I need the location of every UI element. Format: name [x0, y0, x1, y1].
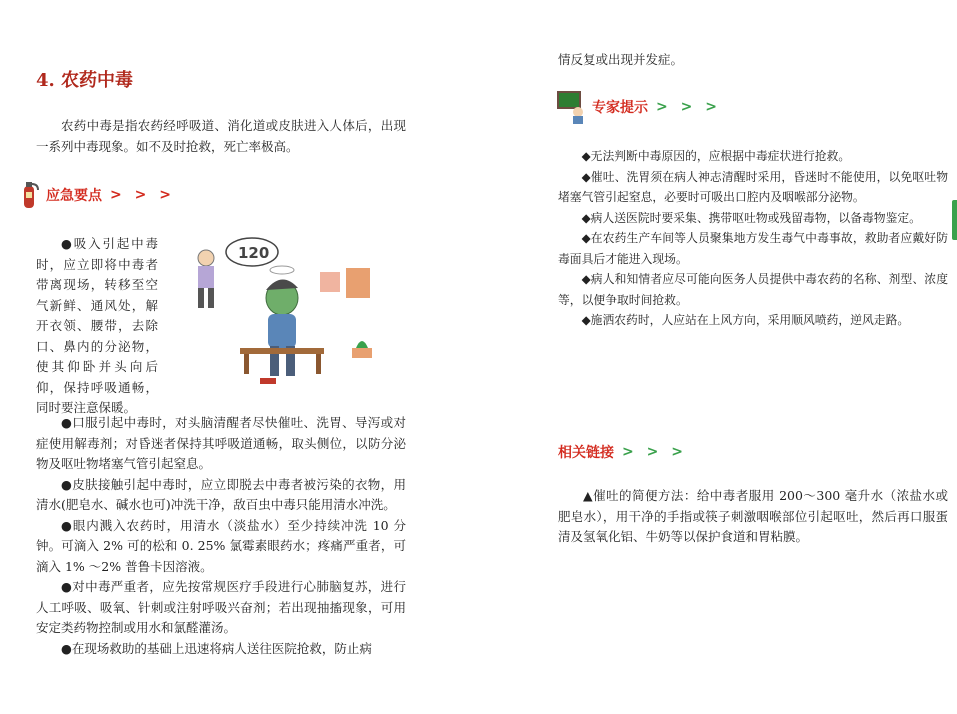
- continuation-text: 情反复或出现并发症。: [558, 52, 684, 67]
- expert-tips: [558, 146, 948, 331]
- left-page: [0, 0, 470, 714]
- poisoned-person-illustration: [170, 228, 380, 396]
- emergency-header-label: 应急要点: [46, 188, 102, 204]
- tip-item: ◆病人和知情者应尽可能向医务人员提供中毒农药的名称、剂型、浓度等，以便争取时间抢救。: [558, 272, 948, 307]
- section-title: 4. 农药中毒: [36, 70, 134, 91]
- severe-paragraph: ●对中毒严重者，应先按常规医疗手段进行心肺脑复苏，进行人工呼吸、吸氧、针刺或注射呼吸兴奋剂；若出现抽搐现象，可用安定类药物控制或用水和氯醛灌汤。: [36, 579, 406, 635]
- tip-item: ◆在农药生产车间等人员聚集地方发生毒气中毒事故，救助者应戴好防毒面具后才能进入现场。: [558, 231, 948, 266]
- emergency-header: [18, 180, 175, 210]
- tip-item: ◆施洒农药时，人应站在上风方向，采用顺风喷药，逆风走路。: [581, 313, 910, 327]
- expert-header: [556, 90, 721, 124]
- related-header-arrows: > > >: [622, 444, 687, 460]
- page-side-tab: [952, 200, 957, 240]
- fire-extinguisher-icon: [18, 180, 40, 210]
- eye-paragraph: ●眼内溅入农药时，用清水（淡盐水）至少持续冲洗 10 分钟。可滴入 2% 可的松和 0. 25% 氯霉素眼药水；疼痛严重者，可滴入 1% ～2% 普鲁卡因溶液。: [36, 517, 406, 574]
- inhalation-paragraph: ●吸入引起中毒时，应立即将中毒者带离现场，转移至空气新鲜、通风处，解开衣领、腰带，去除口、鼻内的分泌物，使其仰卧并头向后仰，保持呼吸通畅，同时要注意保暖。: [36, 236, 158, 415]
- oral-paragraph: ●口服引起中毒时，对头脑清醒者尽快催吐、洗胃、导泻或对症使用解毒剂；对昏迷者保持其呼吸道通畅，取头侧位，以防分泌物及呕吐物堵塞气管引起窒息。: [36, 415, 406, 471]
- intro-paragraph: 农药中毒是指农药经呼吸道、消化道或皮肤进入人体后，出现一系列中毒现象。如不及时抢救，死亡率极高。: [36, 118, 406, 154]
- expert-header-label: 专家提示: [592, 100, 648, 116]
- teacher-at-board-icon: [556, 90, 586, 124]
- emergency-header-arrows: > > >: [110, 187, 175, 203]
- hospital-paragraph: ●在现场救助的基础上迅速将病人送往医院抢救，防止病: [61, 640, 372, 656]
- ambulance-number-sign: 120: [238, 244, 270, 262]
- tip-item: ◆无法判断中毒原因的，应根据中毒症状进行抢救。: [581, 149, 851, 163]
- skin-paragraph: ●皮肤接触引起中毒时，应立即脱去中毒者被污染的衣物，用清水(肥皂水、碱水也可)冲洗干净，敌百虫中毒只能用清水冲洗。: [36, 476, 406, 512]
- related-header-label: 相关链接: [558, 445, 614, 461]
- right-page: [520, 0, 957, 714]
- tip-item: ◆催吐、洗胃须在病人神志清醒时采用，昏迷时不能使用，以免呕吐物堵塞气管引起窒息，必要时可吸出口腔内及咽喉部分泌物。: [558, 169, 948, 204]
- expert-header-arrows: > > >: [656, 99, 721, 115]
- related-header: [558, 442, 687, 462]
- related-text: ▲催吐的简便方法：给中毒者服用 200～300 毫升水（浓盐水或肥皂水），用干净的手指或筷子刺激咽喉部位引起呕吐，然后再口服蛋清及氢氧化铝、牛奶等以保护食道和胃粘膜。: [558, 488, 948, 544]
- tip-item: ◆病人送医院时要采集、携带呕吐物或残留毒物，以备毒物鉴定。: [581, 210, 921, 225]
